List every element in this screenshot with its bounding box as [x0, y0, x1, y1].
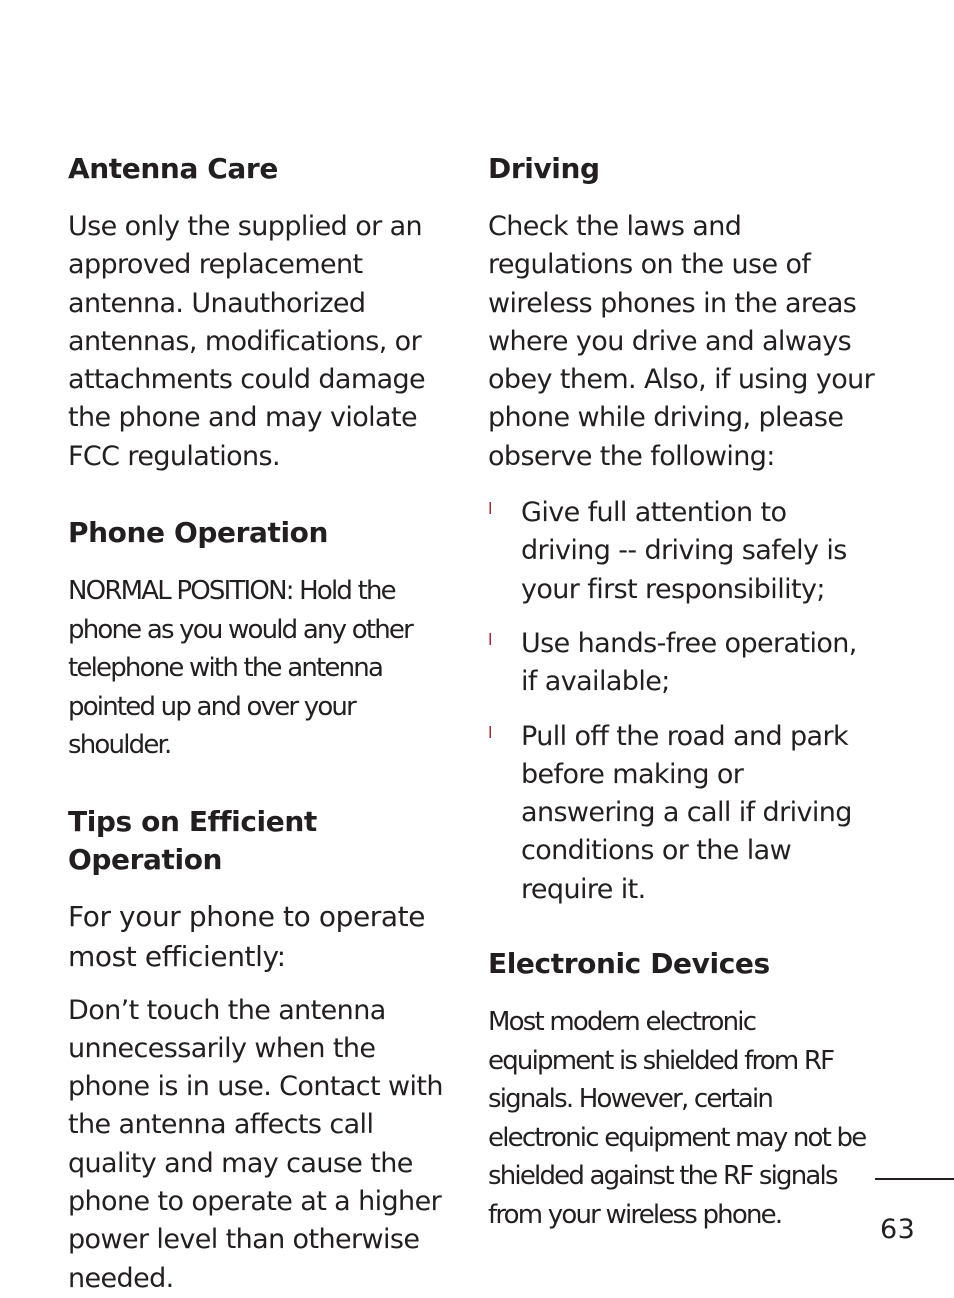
tips-subheading: For your phone to operate most efficiently: — [68, 899, 426, 973]
page-number: 63 — [880, 1214, 916, 1245]
list-item — [488, 718, 880, 909]
bullet-text: Give full attention to driving -- driving safely is your first responsibility; — [521, 497, 847, 605]
antenna-care-heading: Antenna Care — [68, 152, 278, 185]
tips-body: Don’t touch the antenna unnecessarily when the phone is in use. Contact with the antenna affects call quality and may cause the phone to operate at a higher power level than otherwise needed. — [68, 994, 443, 1294]
electronic-devices-heading: Electronic Devices — [488, 947, 770, 981]
phone-operation-heading: Phone Operation — [68, 516, 329, 550]
left-column — [68, 150, 460, 1298]
phone-operation-body: NORMAL POSITION: Hold the phone as you would any other telephone with the antenna pointed up and over your shoulder. — [68, 576, 412, 761]
bullet-icon: l — [488, 629, 492, 649]
list-item — [488, 625, 880, 702]
tips-section — [68, 803, 460, 1298]
right-column — [488, 150, 880, 1234]
driving-bullet-list — [488, 494, 880, 909]
list-item — [488, 494, 880, 609]
footer-rule — [875, 1178, 954, 1180]
antenna-care-section — [68, 150, 460, 476]
antenna-care-body: Use only the supplied or an approved replacement antenna. Unauthorized antennas, modifications, or attachments could damage the phone and may violate FCC regulations. — [68, 211, 426, 472]
driving-body: Check the laws and regulations on the use of wireless phones in the areas where you drive and always obey them. Also, if using your phone while driving, please observe the following: — [488, 211, 875, 472]
bullet-text: Pull off the road and park before making or answering a call if driving conditions or the law require it. — [521, 720, 852, 905]
bullet-icon: l — [488, 499, 492, 519]
tips-heading: Tips on Efficient Operation — [68, 804, 317, 876]
electronic-devices-body: Most modern electronic equipment is shielded from RF signals. However, certain electronic equipment may not be shielded against the RF signals from your wireless phone. — [488, 1007, 866, 1230]
bullet-text: Use hands-free operation, if available; — [521, 627, 857, 698]
electronic-devices-section — [488, 945, 880, 1234]
bullet-icon: l — [488, 722, 492, 742]
driving-section — [488, 150, 880, 909]
phone-operation-section — [68, 514, 460, 765]
driving-heading: Driving — [488, 152, 600, 185]
